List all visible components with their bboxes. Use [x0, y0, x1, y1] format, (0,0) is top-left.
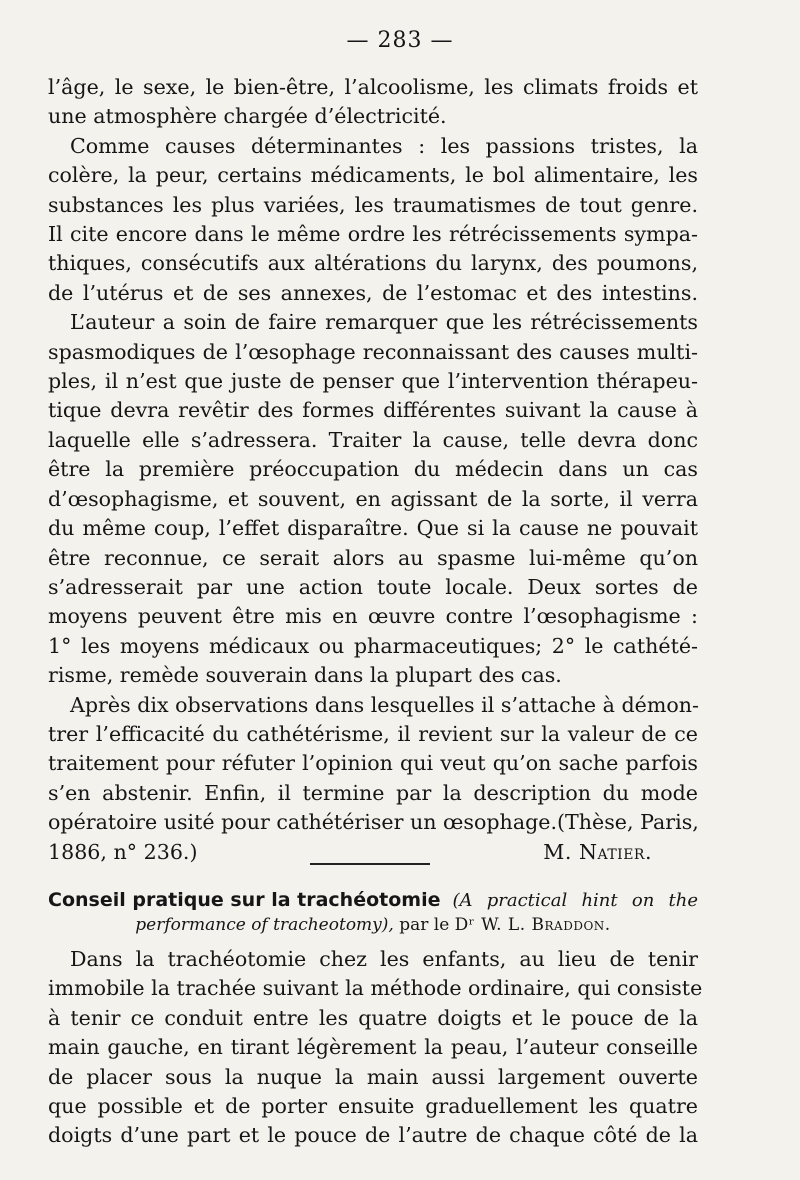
- page-number: — 283 —: [346, 28, 454, 53]
- text-line: s’adresserait par une action toute locale. Deux sortes de: [48, 574, 698, 599]
- text-line: à tenir ce conduit entre les quatre doigts et le pouce de la: [48, 1005, 698, 1030]
- article-heading: [48, 888, 698, 937]
- text-line: l’âge, le sexe, le bien-être, l’alcoolisme, les climats froids et: [48, 75, 698, 99]
- text-line: Après dix observations dans lesquelles il s’attache à démon-: [70, 692, 699, 717]
- text-line: que possible et de porter ensuite graduellement les quatre: [48, 1094, 698, 1119]
- text-line: 1° les moyens médicaux ou pharmaceutiques; 2° le cathété-: [48, 633, 698, 658]
- text-line: une atmosphère chargée d’électricité.: [48, 104, 447, 129]
- heading-line-2: [48, 913, 698, 937]
- text-line: s’en abstenir. Enfin, il termine par la description du mode: [48, 780, 698, 805]
- signature: M. Natier.: [543, 839, 652, 864]
- heading-by: par le: [399, 915, 450, 935]
- citation: 1886, n° 236.): [48, 839, 198, 864]
- article-text-bottom: [48, 945, 703, 1151]
- article-text-top: [48, 73, 698, 867]
- text-line: trer l’efficacité du cathétérisme, il revient sur la valeur de ce: [48, 721, 698, 746]
- heading-english-title-cont: performance of tracheotomy),: [135, 915, 394, 935]
- text-line: opératoire usité pour cathétériser un œsophage.(Thèse, Paris,: [48, 810, 699, 835]
- text-line: spasmodiques de l’œsophage reconnaissant des causes multi-: [48, 339, 698, 364]
- text-line: de placer sous la nuque la main aussi largement ouverte: [48, 1064, 698, 1089]
- text-line: être la première préoccupation du médecin dans un cas: [48, 457, 698, 482]
- heading-english-title: (A practical hint on the: [452, 890, 698, 911]
- text-line: main gauche, en tirant légèrement la peau, l’auteur conseille: [48, 1035, 698, 1060]
- text-line: doigts d’une part et le pouce de l’autre de chaque côté de la: [48, 1123, 698, 1148]
- text-line: traitement pour réfuter l’opinion qui veut qu’on sache parfois: [48, 751, 698, 776]
- section-divider: [310, 863, 430, 865]
- text-line: moyens peuvent être mis en œuvre contre l’œsophagisme :: [48, 604, 698, 629]
- text-line: Il cite encore dans le même ordre les rétrécissements sympa-: [48, 222, 698, 247]
- text-line: thiques, consécutifs aux altérations du larynx, des poumons,: [48, 251, 698, 276]
- heading-title: Conseil pratique sur la trachéotomie: [48, 889, 441, 911]
- heading-author: Dʳ W. L. Braddon.: [454, 915, 611, 935]
- text-line: de l’utérus et de ses annexes, de l’estomac et des intestins.: [48, 280, 698, 305]
- text-line: colère, la peur, certains médicaments, le bol alimentaire, les: [48, 163, 698, 188]
- text-line: être reconnue, ce serait alors au spasme lui-même qu’on: [48, 545, 698, 570]
- text-line: du même coup, l’effet disparaître. Que si la cause ne pouvait: [48, 516, 698, 541]
- text-line: immobile la trachée suivant la méthode ordinaire, qui consiste: [48, 976, 703, 1001]
- text-line: Dans la trachéotomie chez les enfants, au lieu de tenir: [70, 947, 698, 971]
- text-line: laquelle elle s’adressera. Traiter la cause, telle devra donc: [48, 427, 698, 452]
- text-line: d’œsophagisme, et souvent, en agissant de la sorte, il verra: [48, 486, 698, 511]
- text-line: L’auteur a soin de faire remarquer que les rétrécissements: [70, 310, 698, 335]
- text-line: risme, remède souverain dans la plupart des cas.: [48, 663, 562, 688]
- text-line: substances les plus variées, les traumatismes de tout genre.: [48, 192, 698, 217]
- text-line: ples, il n’est que juste de penser que l’intervention thérapeu-: [48, 369, 698, 394]
- text-line: tique devra revêtir des formes différentes suivant la cause à: [48, 398, 698, 423]
- heading-line-1: [48, 888, 698, 913]
- text-line: Comme causes déterminantes : les passions tristes, la: [70, 133, 698, 158]
